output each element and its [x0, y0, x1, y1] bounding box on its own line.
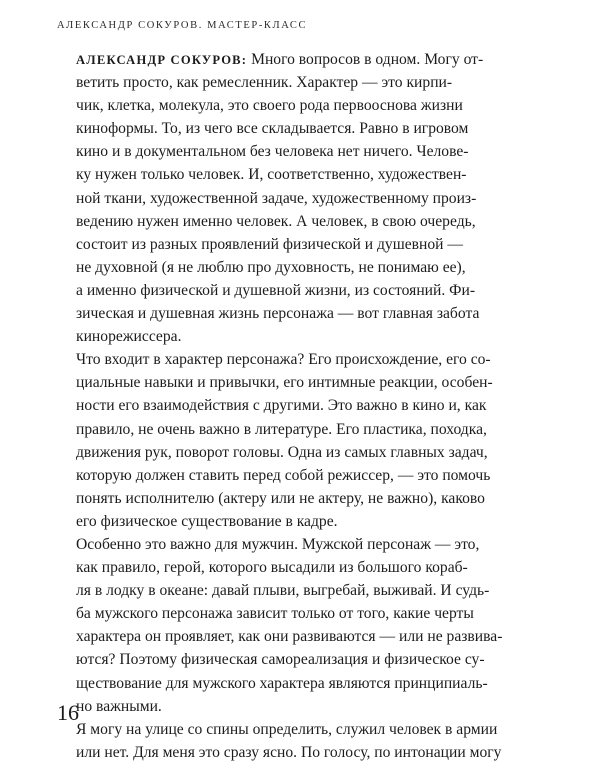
text-line: ведению нужен именно человек. А человек, в свою очередь,	[76, 212, 476, 230]
text-line	[76, 48, 516, 71]
text-line: циальные навыки и привычки, его интимные реакции, особен-	[76, 374, 493, 392]
text-line: кинорежиссера.	[76, 328, 182, 346]
text-line: ществование для мужского характера являются принципиаль-	[76, 674, 488, 692]
text-line: чик, клетка, молекула, это своего рода первооснова жизни	[76, 97, 463, 115]
page-number: 16	[57, 700, 79, 725]
text-line: кино и в документальном без человека нет ничего. Челове-	[76, 143, 469, 161]
text-line: которую должен ставить перед собой режиссер, — это помочь	[76, 466, 491, 484]
text-line: кинoформы. То, из чего все складывается. Равно в игровом	[76, 120, 469, 138]
text-line: его физическое существование в кадре.	[76, 512, 338, 530]
text-line: движения рук, поворот головы. Одна из самых главных задач,	[76, 443, 488, 461]
text-line: состоит из разных проявлений физической и душевной —	[76, 235, 463, 253]
text-line: ются? Поэтому физическая самореализация и физическое су-	[76, 651, 485, 669]
text-line: Что входит в характер персонажа? Его происхождение, его со-	[76, 351, 491, 369]
text-line: характера он проявляет, как они развиваются — или не развива-	[76, 628, 503, 646]
text-line: как правило, герой, которого высадили из большого кораб-	[76, 559, 468, 577]
body-text	[76, 48, 516, 764]
text-line: ветить просто, как ремесленник. Характер — это кирпи-	[76, 74, 453, 92]
text-line: ности его взаимодействия с другими. Это важно в кино и, как	[76, 397, 487, 415]
text-line: правило, не очень важно в литературе. Его пластика, походка,	[76, 420, 487, 438]
text-line: понять исполнителю (актеру или не актеру, не важно), каково	[76, 489, 485, 507]
text-line: ку нужен только человек. И, соответственно, художествен-	[76, 166, 467, 184]
text-line: ной ткани, художественной задаче, художественному произ-	[76, 189, 477, 207]
text-line-content: Много вопросов в одном. Могу от-	[247, 51, 484, 68]
text-line: зическая и душевная жизнь персонажа — вот главная забота	[76, 305, 480, 323]
running-head: АЛЕКСАНДР СОКУРОВ. МАСТЕР-КЛАСС	[57, 20, 308, 31]
text-line: но важными.	[76, 697, 162, 715]
text-line: или нет. Для меня это сразу ясно. По голосу, по интонации могу	[76, 743, 502, 761]
text-line: а именно физической и душевной жизни, из состояний. Фи-	[76, 281, 476, 299]
text-line: не духовной (я не люблю про духовность, не понимаю ее),	[76, 258, 466, 276]
speaker-name: АЛЕКСАНДР СОКУРОВ:	[76, 53, 248, 67]
text-line: ба мужского персонажа зависит только от того, какие черты	[76, 605, 474, 623]
text-line: Особенно это важно для мужчин. Мужской персонаж — это,	[76, 535, 480, 553]
text-line: ля в лодку в океане: давай плыви, выгребай, выживай. И судь-	[76, 582, 490, 600]
text-line: Я могу на улице со спины определить, служил человек в армии	[76, 720, 498, 738]
